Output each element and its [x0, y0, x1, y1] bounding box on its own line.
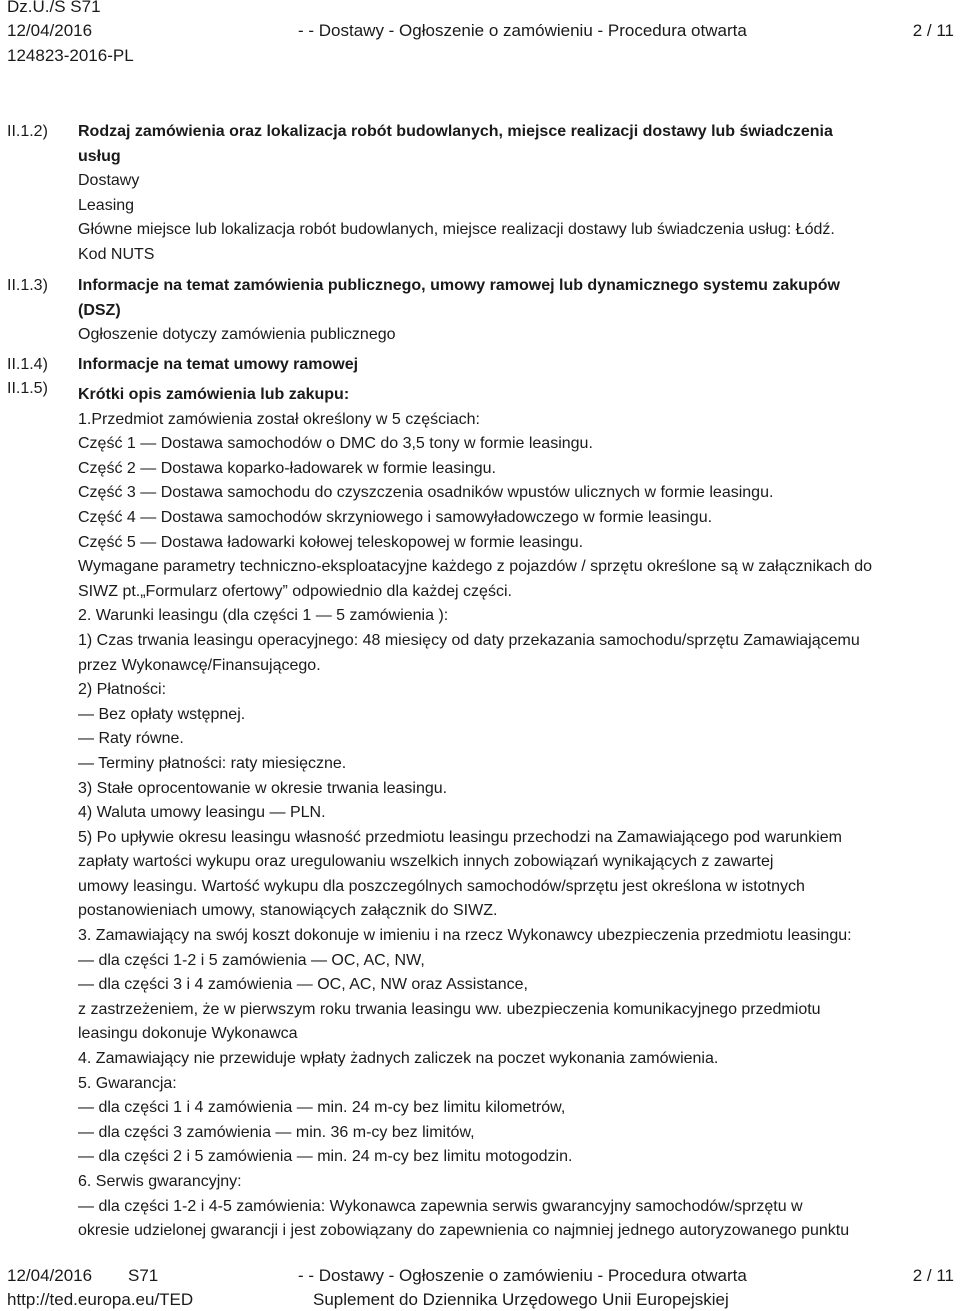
- section-heading-line: Informacje na temat zamówienia publicznego, umowy ramowej lub dynamicznego systemu zakupów: [78, 277, 840, 294]
- text-line: — dla części 1 i 4 zamówienia — min. 24 m-cy bez limitu kilometrów,: [78, 1099, 566, 1117]
- section-number: II.1.5): [7, 380, 48, 397]
- text-line: — dla części 1-2 i 5 zamówienia — OC, AC, NW,: [78, 951, 425, 969]
- section-body: [78, 353, 958, 378]
- text-line: leasingu dokonuje Wykonawca: [78, 1025, 298, 1043]
- text-line: — dla części 2 i 5 zamówienia — min. 24 m-cy bez limitu motogodzin.: [78, 1148, 573, 1166]
- footer-supplement: Suplement do Dziennika Urzędowego Unii Europejskiej: [313, 1290, 729, 1309]
- section-body: [78, 383, 958, 1244]
- text-line: 1) Czas trwania leasingu operacyjnego: 48 miesięcy od daty przekazania samochodu/sprzętu Zamawiającemu: [78, 631, 860, 649]
- footer-series: S71: [128, 1266, 159, 1285]
- text-line: — dla części 1-2 i 4-5 zamówienia: Wykonawca zapewnia serwis gwarancyjny samochodów/sprzętu w: [78, 1197, 803, 1215]
- text-line: 1.Przedmiot zamówienia został określony w 5 częściach:: [78, 410, 480, 428]
- header-reference: 124823-2016-PL: [7, 46, 134, 65]
- section-heading-line: (DSZ): [78, 301, 121, 319]
- section-heading-line: usług: [78, 147, 121, 165]
- text-line: Część 1 — Dostawa samochodów o DMC do 3,5 tony w formie leasingu.: [78, 435, 593, 453]
- text-line: przez Wykonawcę/Finansującego.: [78, 656, 321, 674]
- text-line: Ogłoszenie dotyczy zamówienia publicznego: [78, 326, 396, 344]
- text-line: Główne miejsce lub lokalizacja robót budowlanych, miejsce realizacji dostawy lub świadczenia usług: Łódź.: [78, 221, 835, 239]
- section-heading-line: Krótki opis zamówienia lub zakupu:: [78, 386, 350, 403]
- text-line: 5) Po upływie okresu leasingu własność przedmiotu leasingu przechodzi na Zamawiającego pod warunkiem: [78, 828, 842, 846]
- text-line: 3) Stałe oprocentowanie w okresie trwania leasingu.: [78, 779, 448, 797]
- text-line: okresie udzielonej gwarancji i jest zobowiązany do zapewnienia co najmniej jednego autoryzowanego punktu: [78, 1222, 850, 1240]
- text-line: 3. Zamawiający na swój koszt dokonuje w imieniu i na rzecz Wykonawcy ubezpieczenia przedmiotu leasingu:: [78, 927, 852, 945]
- doc-id: Dz.U./S S71: [7, 0, 101, 16]
- footer-url: http://ted.europa.eu/TED: [7, 1290, 194, 1309]
- text-line: Część 3 — Dostawa samochodu do czyszczenia osadników wpustów ulicznych w formie leasingu.: [78, 484, 774, 502]
- text-line: Dostawy: [78, 172, 140, 190]
- footer-page-number: 2 / 11: [912, 1266, 954, 1285]
- text-line: Część 5 — Dostawa ładowarki kołowej teleskopowej w formie leasingu.: [78, 533, 584, 551]
- text-line: Kod NUTS: [78, 245, 155, 263]
- text-line: — Bez opłaty wstępnej.: [78, 705, 246, 723]
- text-line: Wymagane parametry techniczno-eksploatacyjne każdego z pojazdów / sprzętu określone są w załącznikach do: [78, 558, 873, 576]
- header-title: - - Dostawy - Ogłoszenie o zamówieniu - Procedura otwarta: [298, 21, 747, 40]
- footer-date: 12/04/2016: [7, 1266, 93, 1285]
- text-line: 2. Warunki leasingu (dla części 1 — 5 zamówienia ):: [78, 607, 449, 625]
- section-heading-line: Informacje na temat umowy ramowej: [78, 356, 359, 373]
- section-body: [78, 274, 958, 348]
- text-line: — Terminy płatności: raty miesięczne.: [78, 754, 347, 772]
- header-date: 12/04/2016: [7, 21, 93, 40]
- text-line: Część 4 — Dostawa samochodów skrzyniowego i samowyładowczego w formie leasingu.: [78, 508, 713, 526]
- section-number: II.1.4): [7, 356, 48, 373]
- text-line: Część 2 — Dostawa koparko-ładowarek w formie leasingu.: [78, 459, 496, 477]
- text-line: — dla części 3 zamówienia — min. 36 m-cy bez limitów,: [78, 1123, 475, 1141]
- section-number: II.1.2): [7, 123, 48, 140]
- text-line: Leasing: [78, 196, 135, 214]
- text-line: postanowieniach umowy, stanowiących załącznik do SIWZ.: [78, 902, 498, 920]
- footer-title: - - Dostawy - Ogłoszenie o zamówieniu - Procedura otwarta: [298, 1266, 747, 1285]
- text-line: 4) Waluta umowy leasingu — PLN.: [78, 804, 326, 822]
- section-body: [78, 120, 958, 268]
- header-page-number: 2 / 11: [912, 21, 954, 40]
- text-line: — dla części 3 i 4 zamówienia — OC, AC, NW oraz Assistance,: [78, 976, 528, 994]
- text-line: — Raty równe.: [78, 730, 184, 748]
- section-number: II.1.3): [7, 277, 48, 294]
- text-line: 2) Płatności:: [78, 681, 167, 699]
- text-line: umowy leasingu. Wartość wykupu dla poszczególnych samochodów/sprzętu jest określona w istotnych: [78, 877, 805, 895]
- text-line: 4. Zamawiający nie przewiduje wpłaty żadnych zaliczek na poczet wykonania zamówienia.: [78, 1050, 719, 1068]
- section-heading-line: Rodzaj zamówienia oraz lokalizacja robót budowlanych, miejsce realizacji dostawy lub świadczenia: [78, 123, 833, 140]
- text-line: 6. Serwis gwarancyjny:: [78, 1173, 242, 1190]
- text-line: zapłaty wartości wykupu oraz uregulowaniu wszelkich innych zobowiązań wynikających z zawartej: [78, 853, 774, 871]
- text-line: 5. Gwarancja:: [78, 1074, 177, 1092]
- text-line: SIWZ pt.„Formularz ofertowy” odpowiednio dla każdej części.: [78, 582, 512, 600]
- text-line: z zastrzeżeniem, że w pierwszym roku trwania leasingu ww. ubezpieczenia komunikacyjnego przedmiotu: [78, 1000, 821, 1018]
